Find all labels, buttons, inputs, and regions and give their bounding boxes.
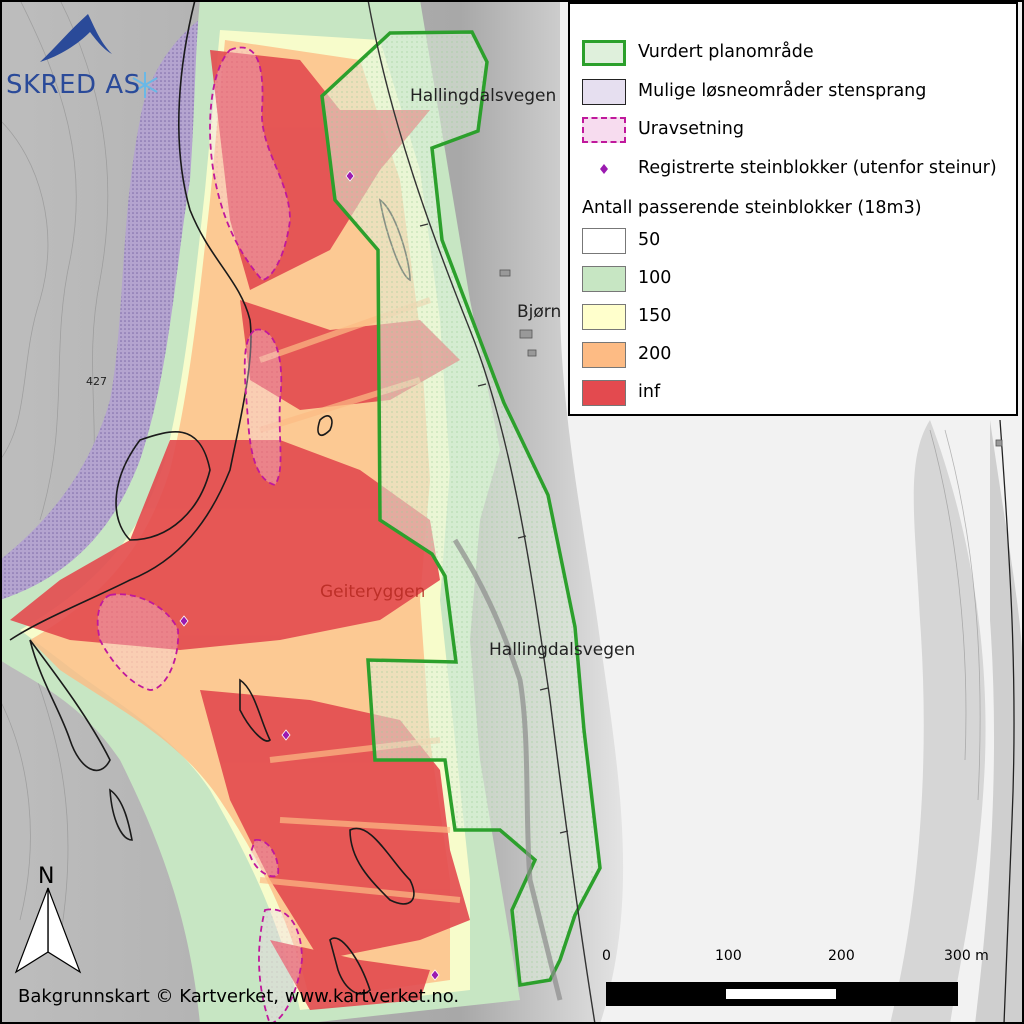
- legend-class-inf: [570, 380, 1016, 410]
- legend-class-200: [570, 342, 1016, 372]
- scale-label-300: 300 m: [944, 948, 989, 964]
- boulder-swatch: [582, 156, 626, 182]
- logo-text: SKRED AS: [6, 70, 141, 100]
- legend-item-planomrade: [570, 40, 1016, 70]
- class-swatch: [582, 304, 626, 330]
- legend-label: 100: [638, 268, 672, 288]
- legend-item-uravsetning: [570, 117, 1016, 147]
- plan-area-swatch: [582, 40, 626, 66]
- legend-label: 150: [638, 306, 672, 326]
- legend-label: Vurdert planområde: [638, 42, 814, 62]
- place-label-geiteryggen: Geiteryggen: [320, 582, 426, 602]
- legend-class-150: [570, 304, 1016, 334]
- legend-heading: Antall passerende steinblokker (18m3): [582, 198, 922, 218]
- place-label-bjorn: Bjørn: [517, 302, 562, 322]
- legend-class-50: [570, 228, 1016, 258]
- legend-label: 200: [638, 344, 672, 364]
- class-swatch: [582, 342, 626, 368]
- scale-label-0: 0: [602, 948, 611, 964]
- road-label-south: Hallingdalsvegen: [489, 640, 636, 660]
- class-swatch: [582, 266, 626, 292]
- release-area-swatch: [582, 79, 626, 105]
- scale-label-200: 200: [828, 948, 855, 964]
- scale-bar: [606, 982, 958, 1006]
- diamond-icon: [582, 156, 626, 182]
- road-label-north: Hallingdalsvegen: [410, 86, 557, 106]
- attribution: Bakgrunnskart © Kartverket, www.kartverket.no.: [18, 986, 460, 1007]
- legend-item-losneomrader: [570, 79, 1016, 109]
- class-swatch: [582, 228, 626, 254]
- north-label: N: [38, 864, 55, 889]
- legend-label: inf: [638, 382, 661, 402]
- scale-label-100: 100: [715, 948, 742, 964]
- uravsetning-swatch: [582, 117, 626, 143]
- legend-label: Registrerte steinblokker (utenfor steinur): [638, 158, 997, 178]
- legend-item-steinblokker: [570, 156, 1016, 186]
- legend-label: Mulige løsneområder stensprang: [638, 81, 927, 101]
- legend: [568, 2, 1018, 416]
- legend-class-100: [570, 266, 1016, 296]
- legend-label: Uravsetning: [638, 119, 744, 139]
- class-swatch: [582, 380, 626, 406]
- legend-label: 50: [638, 230, 661, 250]
- elevation-label: 427: [86, 375, 107, 388]
